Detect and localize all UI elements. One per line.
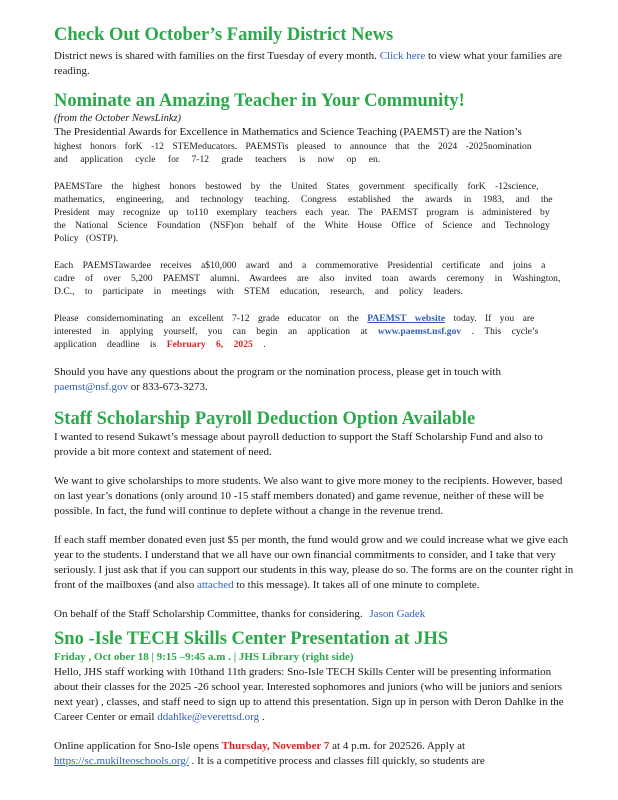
sno-isle-p2-end: . It is a competitive process and classes fill quickly, so students are bbox=[191, 755, 485, 767]
sno-isle-heading: Sno -Isle TECH Skills Center Presentation at JHS bbox=[54, 629, 449, 649]
sno-isle-open-date: Thursday, November 7 bbox=[221, 740, 330, 752]
paemst-site-link[interactable]: www.paemst.nsf.gov bbox=[377, 326, 462, 337]
scholarship-p1: I wanted to resend Sukawt’s message about payroll deduction to support the Staff Scholarship Fund and also to provide a bit more context and statement of need. bbox=[54, 431, 543, 458]
paemst-phone: or 833-673-3273. bbox=[130, 381, 208, 393]
sno-isle-p2 bbox=[54, 739, 574, 769]
paemst-email-link[interactable]: paemst@nsf.gov bbox=[54, 381, 128, 393]
paemst-intro-line-1: The Presidential Awards for Excellence in Mathematics and Science Teaching (PAEMST) are the Nation’s bbox=[54, 126, 522, 138]
scholarship-heading: Staff Scholarship Payroll Deduction Option Available bbox=[54, 409, 476, 429]
paemst-about-2: mathematics, engineering, and technology teaching. Congress established the awards in 1983, and the bbox=[54, 194, 553, 205]
district-news-heading: Check Out October’s Family District News bbox=[54, 25, 394, 45]
scholarship-section bbox=[54, 408, 574, 622]
paemst-nominate-2 bbox=[54, 325, 574, 338]
paemst-award-paragraph bbox=[54, 259, 574, 298]
sno-isle-p2-text: Online application for Sno-Isle opens bbox=[54, 740, 219, 752]
sno-isle-p2-mid: at 4 p.m. for 202526. Apply at bbox=[332, 740, 466, 752]
paemst-nominate-1-post: today. If you are bbox=[453, 313, 535, 324]
paemst-nominate-2-post: . This cycle’s bbox=[471, 326, 539, 337]
paemst-about-4: the National Science Foundation (NSF)on behalf of the White House Office of Science and Technology bbox=[54, 220, 550, 231]
paemst-about-paragraph bbox=[54, 180, 574, 245]
attached-link[interactable]: attached bbox=[196, 579, 234, 591]
paemst-contact-2 bbox=[54, 380, 574, 395]
scholarship-p4 bbox=[54, 607, 574, 622]
sno-isle-p1-text: Hello, JHS staff working with 10thand 11th graders: Sno-Isle TECH Skills Center will be presenting information about their classes for the 2025 -26 school year. Interested sophomores and juniors (who will be juniors and seniors next year) , classes, and staff need to sign up to attend this presentation. Sign up in person with Deron Dahlke in the Career Center or email bbox=[54, 666, 564, 723]
paemst-about-5: Policy (OSTP). bbox=[54, 233, 119, 244]
district-news-body: District news is shared with families on the first Tuesday of every month. bbox=[54, 50, 377, 62]
paemst-about-3: President may recognize up to110 exemplary teachers each year. The PAEMST program is administered by bbox=[54, 207, 550, 218]
district-news-section bbox=[54, 24, 574, 79]
paemst-about-1: PAEMSTare the highest honors bestowed by the United States government specifically forK -12science, bbox=[54, 181, 539, 192]
paemst-deadline-end: . bbox=[263, 339, 266, 350]
paemst-contact-paragraph bbox=[54, 365, 574, 395]
paemst-intro-line-2: highest honors forK -12 STEMeducators. PAEMSTis pleased to announce that the 2024 -2025nomination bbox=[54, 141, 532, 152]
scholarship-p2: We want to give scholarships to more students. We also want to give more money to the recipients. However, based on last year’s donations (only around 10 -15 staff members donated) and game revenue, neither of these will be possible. In fact, the fund will continue to deplete without a change in the revenue trend. bbox=[54, 475, 563, 517]
scholarship-thanks: On behalf of the Staff Scholarship Committee, thanks for considering. bbox=[54, 608, 363, 620]
paemst-contact-1: Should you have any questions about the program or the nomination process, please get in touch with bbox=[54, 366, 501, 378]
paemst-nominate-1-text: Please considernominating an excellent 7-12 grade educator on the bbox=[54, 313, 359, 324]
paemst-award-3: D.C., to participate in meetings with STEM education, research, and policy leaders. bbox=[54, 286, 464, 297]
paemst-heading: Nominate an Amazing Teacher in Your Community! bbox=[54, 91, 465, 111]
paemst-nominate-3 bbox=[54, 338, 574, 351]
district-news-text bbox=[54, 49, 574, 79]
paemst-award-2: cadre of over 5,200 PAEMST alumni. Awardees are also invited toan awards ceremony in Washington, bbox=[54, 273, 561, 284]
paemst-deadline-label: application deadline is bbox=[54, 339, 157, 350]
paemst-section bbox=[54, 90, 574, 395]
paemst-website-link[interactable]: PAEMST website bbox=[367, 313, 446, 324]
scholarship-p3-text: If each staff member donated even just $5 per month, the fund would grow and we could increase what we give each year to the students. I understand that we all have our own financial commitments to consider, and I take that very seriously. I just ask that if you can support our students in this way, please do so. The forms are on the counter right in front of the mailboxes (and also bbox=[54, 534, 574, 591]
paemst-nominate-2-text: interested in applying yourself, you can begin an application at bbox=[54, 326, 368, 337]
click-here-link[interactable]: Click here bbox=[379, 50, 426, 62]
paemst-nominate-1 bbox=[54, 312, 574, 325]
paemst-deadline-date: February 6, 2025 bbox=[166, 339, 253, 350]
scholarship-p3-end: to this message). It takes all of one minute to complete. bbox=[236, 579, 480, 591]
scholarship-p3 bbox=[54, 533, 574, 593]
sno-isle-schedule: Friday , Oct ober 18 | 9:15 –9:45 a.m . | JHS Library (right side) bbox=[54, 651, 354, 663]
paemst-nominate-paragraph bbox=[54, 312, 574, 351]
sno-isle-p1-end: . bbox=[261, 711, 265, 723]
paemst-award-1: Each PAEMSTawardee receives a$10,000 award and a commemorative Presidential certificate and joins a bbox=[54, 260, 546, 271]
district-news-body-2: to view what your families are reading. bbox=[54, 50, 563, 77]
sno-isle-p1 bbox=[54, 665, 574, 725]
ddahlke-email-link[interactable]: ddahlke@everettsd.org bbox=[157, 711, 260, 723]
paemst-intro-line-3: and application cycle for 7-12 grade teachers is now op en. bbox=[54, 154, 381, 165]
sno-isle-section bbox=[54, 628, 574, 769]
jason-gadek-link[interactable]: Jason Gadek bbox=[369, 608, 426, 620]
mukilteo-apply-link[interactable]: https://sc.mukilteoschools.org/ bbox=[54, 755, 189, 767]
paemst-source: (from the October NewsLinkz) bbox=[54, 113, 182, 124]
